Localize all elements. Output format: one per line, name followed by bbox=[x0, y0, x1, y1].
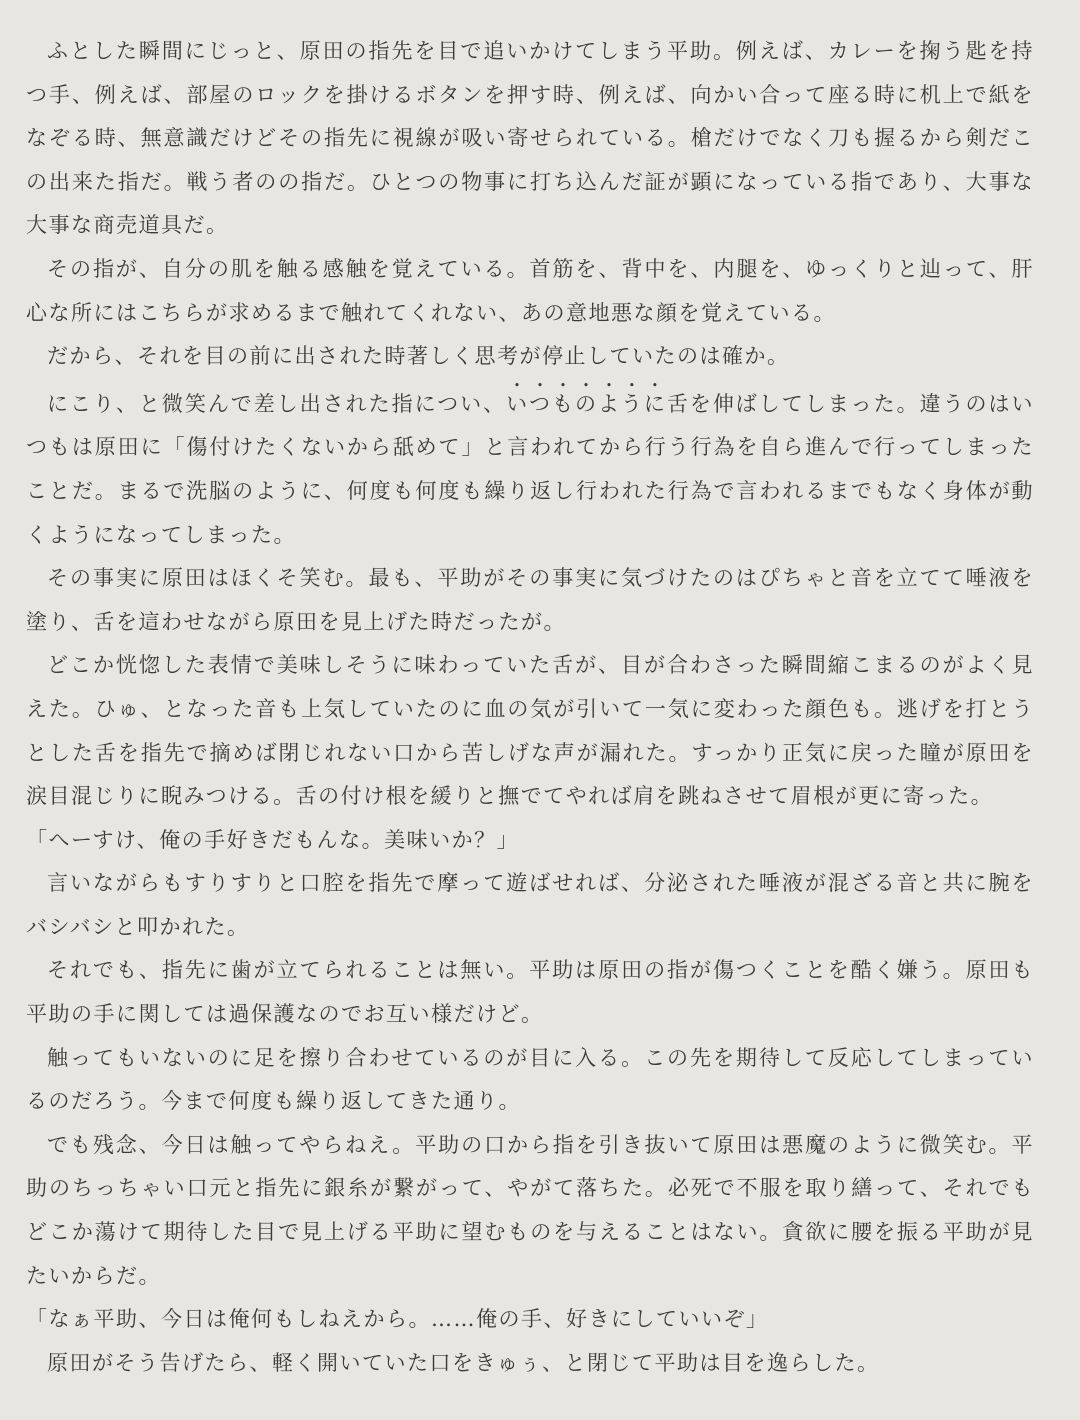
paragraph-1: ふとした瞬間にじっと、原田の指先を目で追いかけてしまう平助。例えば、カレーを掬う匙を持つ手、例えば、部屋のロックを掛けるボタンを押す時、例えば、向かい合って座る時に机上で紙をなぞる時、無意識だけどその指先に視線が吸い寄せられている。槍だけでなく刀も握るから剣だこの出来た指だ。戦う者のの指だ。ひとつの物事に打ち込んだ証が顕になっている指であり、大事な大事な商売道具だ。 bbox=[26, 39, 1034, 238]
paragraph-10: でも残念、今日は触ってやらねえ。平助の口から指を引き抜いて原田は悪魔のように微笑む。平助のちっちゃい口元と指先に銀糸が繋がって、やがて落ちた。必死で不服を取り繕って、それでもどこか蕩けて期待した目で見上げる平助に望むものを与えることはない。貪欲に腰を振る平助が見たいからだ。 bbox=[26, 1132, 1034, 1288]
emphasis-text: いつものように bbox=[506, 391, 667, 416]
paragraph-4-lead: にこり、と微笑んで差し出された指につい、 bbox=[47, 391, 507, 416]
paragraph-4-rest: 舌を伸ばしてしまった。違うのはいつもは原田に「傷付けたくないから舐めて」と言われてから行う行為を自ら進んで行ってしまったことだ。まるで洗脳のように、何度も何度も繰り返し行われた行為で言われるまでもなく身体が動くようになってしまった。 bbox=[26, 391, 1034, 547]
paragraph-9: 触ってもいないのに足を擦り合わせているのが目に入る。この先を期待して反応してしまっているのだろう。今まで何度も繰り返してきた通り。 bbox=[26, 1045, 1034, 1114]
story-text bbox=[26, 30, 1034, 1385]
paragraph-11: 原田がそう告げたら、軽く開いていた口をきゅぅ、と閉じて平助は目を逸らした。 bbox=[47, 1350, 880, 1375]
paragraph-8: それでも、指先に歯が立てられることは無い。平助は原田の指が傷つくことを酷く嫌う。原田も平助の手に関しては過保護なのでお互い様だけど。 bbox=[26, 958, 1034, 1027]
paragraph-3: だから、それを目の前に出された時著しく思考が停止していたのは確か。 bbox=[47, 344, 790, 369]
paragraph-5: その事実に原田はほくそ笑む。最も、平助がその事実に気づけたのはぴちゃと音を立てて唾液を塗り、舌を這わせながら原田を見上げた時だったが。 bbox=[26, 566, 1034, 634]
dialogue-line-2: 「なぁ平助、今日は俺何もしねえから。……俺の手、好きにしていいぞ」 bbox=[26, 1307, 769, 1332]
paragraph-4 bbox=[26, 379, 1034, 557]
paragraph-2: その指が、自分の肌を触る感触を覚えている。首筋を、背中を、内腿を、ゆっくりと辿って、肝心な所にはこちらが求めるまで触れてくれない、あの意地悪な顔を覚えている。 bbox=[26, 256, 1034, 325]
dialogue-line-1: 「へーすけ、俺の手好きだもんな。美味いか？」 bbox=[26, 827, 520, 852]
paragraph-7: 言いながらもすりすりと口腔を指先で摩って遊ばせれば、分泌された唾液が混ざる音と共に腕をバシバシと叩かれた。 bbox=[26, 871, 1034, 939]
paragraph-6: どこか恍惚した表情で美味しそうに味わっていた舌が、目が合わさった瞬間縮こまるのがよく見えた。ひゅ、となった音も上気していたのに血の気が引いて一気に変わった顔色も。逃げを打とうとした舌を指先で摘めば閉じれない口から苦しげな声が漏れた。すっかり正気に戻った瞳が原田を涙目混じりに睨みつける。舌の付け根を緩りと撫でてやれば肩を跳ねさせて眉根が更に寄った。 bbox=[26, 653, 1034, 809]
